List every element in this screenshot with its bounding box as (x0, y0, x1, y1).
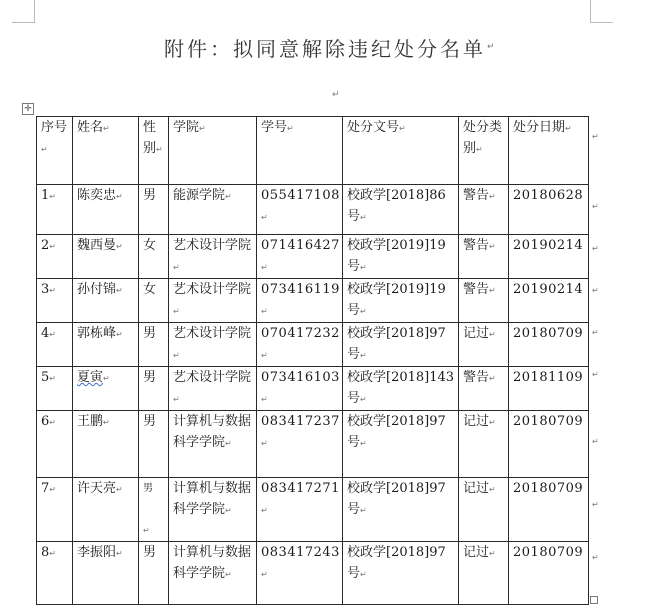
table-row (37, 185, 589, 235)
header-date: 处分日期↵ (509, 117, 589, 185)
row-end-mark-icon: ↵ (592, 244, 599, 253)
cell-gender: 男 (139, 411, 169, 478)
cell-name: 魏西曼↵ (73, 235, 139, 279)
cell-college: 艺术设计学院↵ (169, 323, 257, 367)
header-student-id: 学号↵ (257, 117, 343, 185)
cell-college: 能源学院↵ (169, 185, 257, 235)
cell-gender: 男 (139, 185, 169, 235)
cell-student-id: 073416103↵ (257, 367, 343, 411)
page-corner-top-left (12, 0, 35, 23)
header-seq: 序号↵ (37, 117, 73, 185)
cell-doc-no: 校政学[2018]97号↵ (343, 542, 459, 605)
cell-student-id: 055417108↵ (257, 185, 343, 235)
row-end-mark-icon: ↵ (592, 132, 599, 141)
cell-gender: 男 (139, 542, 169, 605)
table-resize-handle[interactable] (590, 596, 598, 604)
cell-date: 20180709 (509, 542, 589, 605)
cell-category: 记过↵ (459, 411, 509, 478)
cell-category: 记过↵ (459, 323, 509, 367)
row-end-mark-icon: ↵ (592, 328, 599, 337)
cell-doc-no: 校政学[2018]86号↵ (343, 185, 459, 235)
cell-seq: 4↵ (37, 323, 73, 367)
cell-name: 孙付锦↵ (73, 279, 139, 323)
row-end-mark-icon: ↵ (592, 437, 599, 446)
cell-name: 李振阳↵ (73, 542, 139, 605)
cell-category: 记过↵ (459, 478, 509, 542)
row-end-mark-icon: ↵ (592, 202, 599, 211)
cell-name: 郭栋峰↵ (73, 323, 139, 367)
page-corner-top-right (590, 0, 613, 23)
cell-name: 陈奕忠↵ (73, 185, 139, 235)
row-end-mark-icon: ↵ (592, 553, 599, 562)
header-college: 学院↵ (169, 117, 257, 185)
table-row (37, 235, 589, 279)
cell-seq: 5↵ (37, 367, 73, 411)
cell-college: 计算机与数据科学学院↵ (169, 542, 257, 605)
paragraph-mark-icon: ↵ (332, 90, 340, 100)
cell-college: 艺术设计学院↵ (169, 367, 257, 411)
cell-category: 警告↵ (459, 279, 509, 323)
table-move-handle-icon[interactable]: ✛ (22, 103, 34, 115)
cell-category: 警告↵ (459, 185, 509, 235)
cell-name: 许天亮↵ (73, 478, 139, 542)
header-name: 姓名↵ (73, 117, 139, 185)
document-title: 附件：拟同意解除违纪处分名单 (164, 37, 486, 61)
table-row (37, 542, 589, 605)
cell-date: 20180709 (509, 411, 589, 478)
cell-doc-no: 校政学[2019]19号↵ (343, 235, 459, 279)
discipline-roster-table (36, 116, 589, 605)
table-row (37, 478, 589, 542)
cell-seq: 8↵ (37, 542, 73, 605)
table-row (37, 411, 589, 478)
row-end-mark-icon: ↵ (592, 286, 599, 295)
cell-category: 警告↵ (459, 367, 509, 411)
cell-student-id: 073416119↵ (257, 279, 343, 323)
cell-college: 计算机与数据科学学院↵ (169, 411, 257, 478)
table-row (37, 279, 589, 323)
cell-doc-no: 校政学[2019]19号↵ (343, 279, 459, 323)
cell-doc-no: 校政学[2018]97号↵ (343, 478, 459, 542)
cell-gender: 女 (139, 235, 169, 279)
cell-seq: 7↵ (37, 478, 73, 542)
table-row (37, 323, 589, 367)
row-end-mark-icon: ↵ (592, 370, 599, 379)
table-row (37, 367, 589, 411)
cell-gender: 男 ↵ (139, 478, 169, 542)
cell-category: 记过↵ (459, 542, 509, 605)
cell-gender: 男 (139, 323, 169, 367)
cell-college: 艺术设计学院↵ (169, 235, 257, 279)
cell-college: 计算机与数据科学学院↵ (169, 478, 257, 542)
cell-doc-no: 校政学[2018]97号↵ (343, 323, 459, 367)
cell-student-id: 083417271↵ (257, 478, 343, 542)
cell-gender: 女 (139, 279, 169, 323)
cell-category: 警告↵ (459, 235, 509, 279)
cell-seq: 2↵ (37, 235, 73, 279)
cell-name: 王鹏↵ (73, 411, 139, 478)
cell-student-id: 083417243↵ (257, 542, 343, 605)
cell-student-id: 083417237↵ (257, 411, 343, 478)
cell-date: 20190214 (509, 235, 589, 279)
cell-date: 20181109 (509, 367, 589, 411)
header-category: 处分类别↵ (459, 117, 509, 185)
cell-date: 20190214 (509, 279, 589, 323)
cell-college: 艺术设计学院↵ (169, 279, 257, 323)
header-doc-no: 处分文号↵ (343, 117, 459, 185)
row-end-mark-icon: ↵ (592, 500, 599, 509)
cell-date: 20180628 (509, 185, 589, 235)
cell-date: 20180709 (509, 478, 589, 542)
cell-seq: 1↵ (37, 185, 73, 235)
cell-student-id: 071416427↵ (257, 235, 343, 279)
cell-student-id: 070417232↵ (257, 323, 343, 367)
table-header-row (37, 117, 589, 185)
cell-seq: 6↵ (37, 411, 73, 478)
cell-name: 夏寅↵ (73, 367, 139, 411)
header-gender: 性别↵ (139, 117, 169, 185)
cell-doc-no: 校政学[2018]143号↵ (343, 367, 459, 411)
cell-date: 20180709 (509, 323, 589, 367)
cell-seq: 3↵ (37, 279, 73, 323)
cell-doc-no: 校政学[2018]97号↵ (343, 411, 459, 478)
cell-gender: 男 (139, 367, 169, 411)
paragraph-mark-icon: ↵ (487, 42, 495, 52)
